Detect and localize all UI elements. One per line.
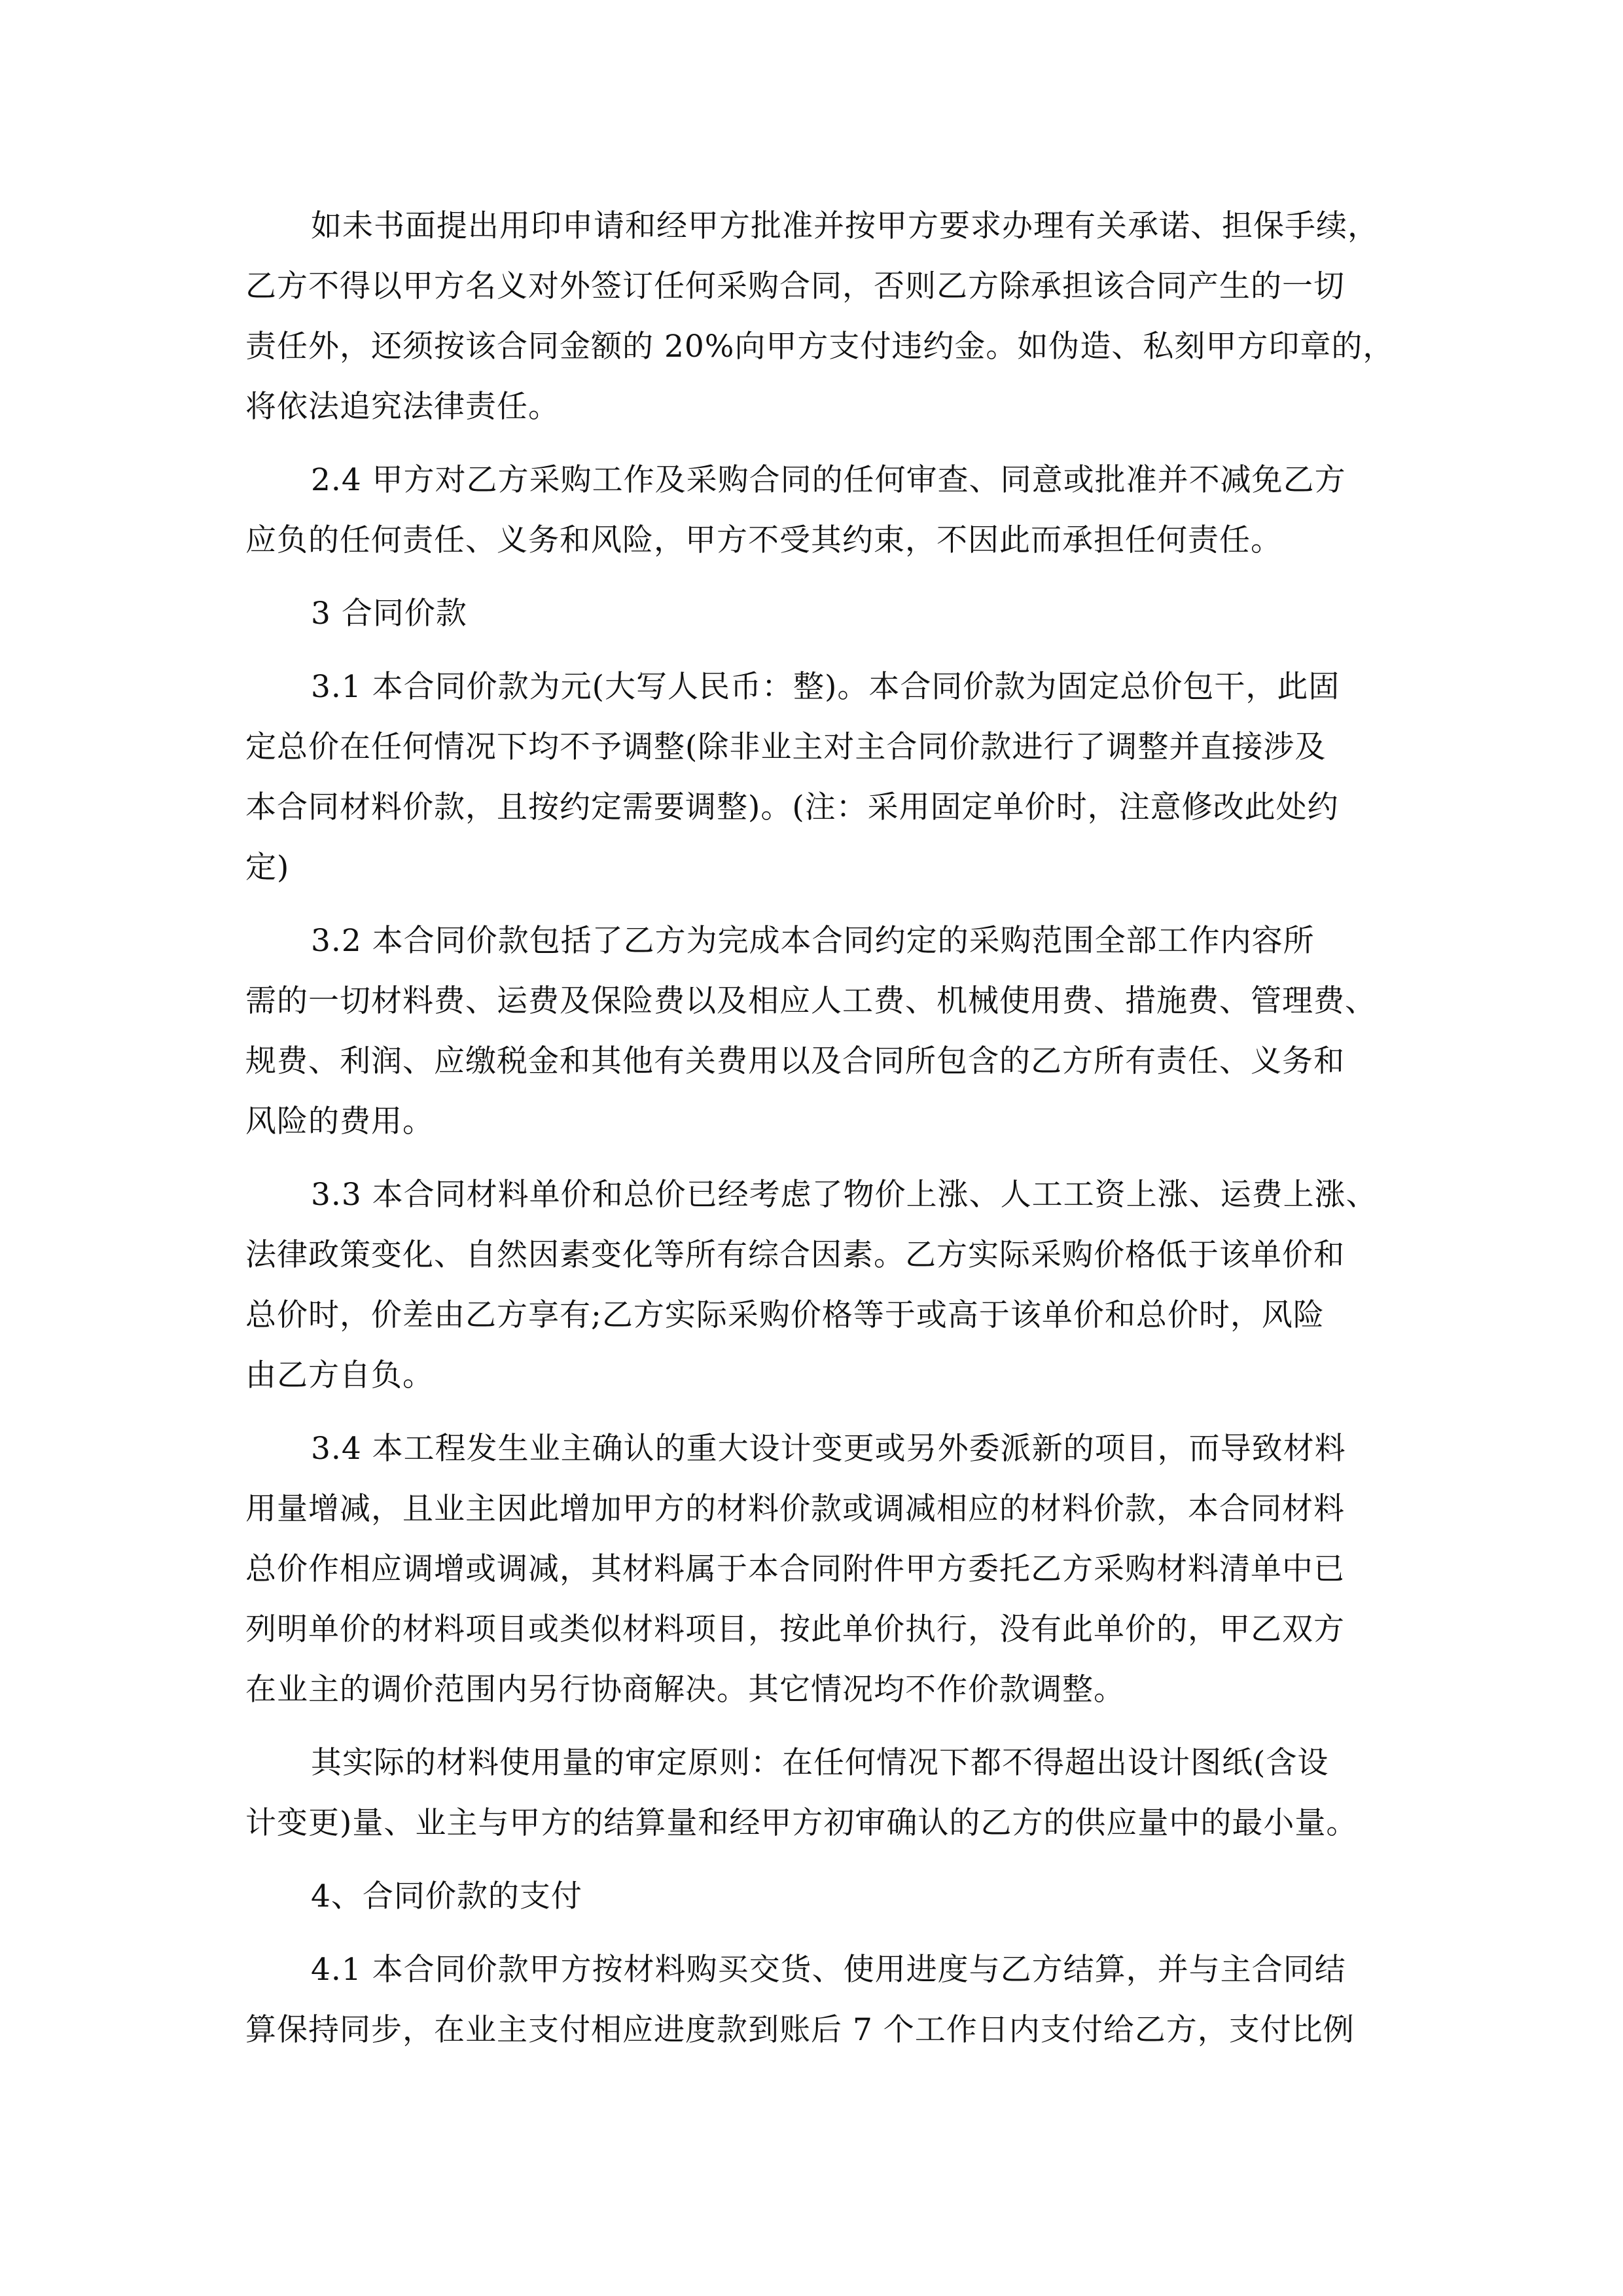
section-heading-text: 4、合同价款的支付 [311,1878,582,1914]
document-body [245,196,1395,2073]
text-line: 3.2 本合同价款包括了乙方为完成本合同约定的采购范围全部工作内容所 [311,923,1315,959]
text-line: 责任外，还须按该合同金额的 20%向甲方支付违约金。如伪造、私刻甲方印章的， [245,329,1395,365]
text-line: 定) [245,850,290,886]
paragraph-seal-clause [245,196,1395,437]
section-heading-3 [245,584,1378,644]
text-line: 算保持同步，在业主支付相应进度款到账后 7 个工作日内支付给乙方，支付比例 [245,2012,1355,2048]
text-line: 4.1 本合同价款甲方按材料购买交货、使用进度与乙方结算，并与主合同结 [311,1952,1346,1988]
paragraph-3-4 [245,1419,1378,1720]
text-line: 如未书面提出用印申请和经甲方批准并按甲方要求办理有关承诺、担保手续， [311,208,1379,244]
paragraph-4-1 [245,1940,1378,2060]
text-line: 定总价在任何情况下均不予调整(除非业主对主合同价款进行了调整并直接涉及 [245,729,1327,765]
text-line: 在业主的调价范围内另行协商解决。其它情况均不作价款调整。 [245,1672,1125,1708]
text-line: 需的一切材料费、运费及保险费以及相应人工费、机械使用费、措施费、管理费、 [245,983,1376,1019]
text-line: 3.4 本工程发生业主确认的重大设计变更或另外委派新的项目，而导致材料 [311,1431,1346,1467]
text-line: 3.3 本合同材料单价和总价已经考虑了物价上涨、人工工资上涨、运费上涨、 [311,1177,1378,1213]
text-line: 将依法追究法律责任。 [245,389,560,425]
text-line: 计变更)量、业主与甲方的结算量和经甲方初审确认的乙方的供应量中的最小量。 [245,1805,1358,1841]
section-heading-text: 3 合同价款 [311,596,467,632]
paragraph-2-4 [245,450,1378,571]
text-line: 乙方不得以甲方名义对外签订任何采购合同，否则乙方除承担该合同产生的一切 [245,268,1345,304]
section-heading-4 [245,1867,1378,1927]
paragraph-3-1 [245,657,1378,898]
text-line: 用量增减，且业主因此增加甲方的材料价款或调减相应的材料价款，本合同材料 [245,1491,1345,1527]
text-line: 规费、利润、应缴税金和其他有关费用以及合同所包含的乙方所有责任、义务和 [245,1043,1345,1079]
text-line: 应负的任何责任、义务和风险，甲方不受其约束，不因此而承担任何责任。 [245,522,1282,558]
text-line: 本合同材料价款，且按约定需要调整)。(注：采用固定单价时，注意修改此处约 [245,789,1339,825]
text-line: 总价时，价差由乙方享有;乙方实际采购价格等于或高于该单价和总价时，风险 [245,1297,1325,1333]
paragraph-3-2 [245,911,1378,1152]
text-line: 2.4 甲方对乙方采购工作及采购合同的任何审查、同意或批准并不减免乙方 [311,462,1346,498]
text-line: 法律政策变化、自然因素变化等所有综合因素。乙方实际采购价格低于该单价和 [245,1237,1345,1273]
text-line: 风险的费用。 [245,1103,434,1139]
text-line: 列明单价的材料项目或类似材料项目，按此单价执行，没有此单价的，甲乙双方 [245,1611,1345,1647]
text-line: 总价作相应调增或调减，其材料属于本合同附件甲方委托乙方采购材料清单中已 [245,1551,1345,1587]
text-line: 3.1 本合同价款为元(大写人民币：整)。本合同价款为固定总价包干，此固 [311,669,1340,705]
text-line: 由乙方自负。 [245,1357,434,1393]
text-line: 其实际的材料使用量的审定原则：在任何情况下都不得超出设计图纸(含设 [311,1745,1329,1781]
paragraph-usage-principle [245,1733,1378,1854]
paragraph-3-3 [245,1165,1378,1406]
